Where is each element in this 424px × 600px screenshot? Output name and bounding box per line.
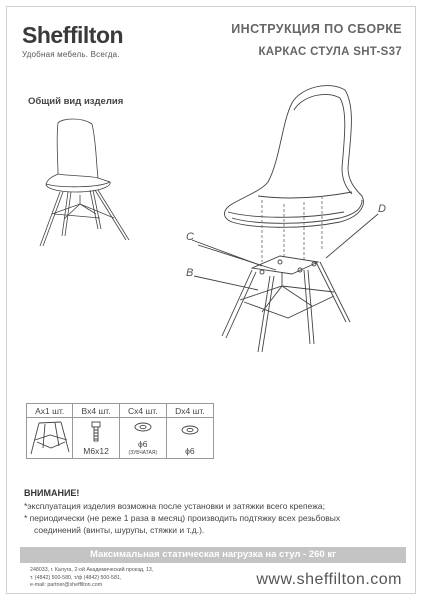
attention-note-1: *эксплуатация изделия возможна после установки и затяжки всего крепежа;	[24, 501, 325, 511]
part-d-cell	[166, 418, 213, 459]
contact-phone: т. (4842) 500-580, т/ф (4842) 500-581,	[30, 574, 122, 581]
parts-table	[26, 403, 214, 459]
part-b-bolt-icon	[73, 418, 119, 448]
website-url: www.sheffilton.com	[256, 571, 402, 588]
parts-table-header-row	[27, 404, 214, 418]
document-subtitle: КАРКАС СТУЛА SHT-S37	[258, 46, 402, 58]
attention-note-2: * периодически (не реже 1 раза в месяц) производить подтяжку всех резьбовых	[24, 513, 341, 523]
contacts-block	[30, 567, 153, 590]
part-b-size: M6x12	[83, 446, 109, 456]
attention-notes	[24, 500, 404, 536]
callout-b-label: B	[186, 267, 194, 279]
contact-address: 248033, г. Калуга, 2-ой Академический проезд, 13,	[30, 567, 154, 573]
part-c-size: ϕ6	[138, 439, 148, 449]
max-load-banner: Максимальная статическая нагрузка на стул - 260 кг	[20, 547, 406, 563]
attention-title: ВНИМАНИЕ!	[24, 488, 80, 498]
part-a-cell	[27, 418, 73, 459]
part-a-header: Ax1 шт.	[27, 404, 73, 418]
callout-d-label: D	[378, 203, 386, 215]
part-d-size: ϕ6	[185, 446, 195, 456]
brand-logo: Sheffilton	[22, 22, 124, 48]
part-c-type: (ЗУБЧАТАЯ)	[128, 450, 158, 456]
part-a-frame-icon	[27, 418, 73, 458]
part-b-header: Bx4 шт.	[73, 404, 119, 418]
part-d-header: Dx4 шт.	[166, 404, 213, 418]
contact-email: e-mail: partner@sheffilton.com	[30, 582, 103, 588]
general-view-label: Общий вид изделия	[28, 96, 124, 107]
brand-tagline: Удобная мебель. Всегда.	[22, 50, 120, 59]
part-b-cell	[73, 418, 119, 459]
callout-c-label: C	[186, 231, 194, 243]
part-c-cell	[119, 418, 166, 459]
document-title: ИНСТРУКЦИЯ ПО СБОРКЕ	[231, 22, 402, 36]
attention-note-3: соединений (винты, шурупы, стяжки и т.д.).	[34, 525, 205, 535]
part-c-header: Cx4 шт.	[119, 404, 166, 418]
part-d-washer-icon	[167, 418, 213, 448]
parts-table-image-row	[27, 418, 214, 459]
